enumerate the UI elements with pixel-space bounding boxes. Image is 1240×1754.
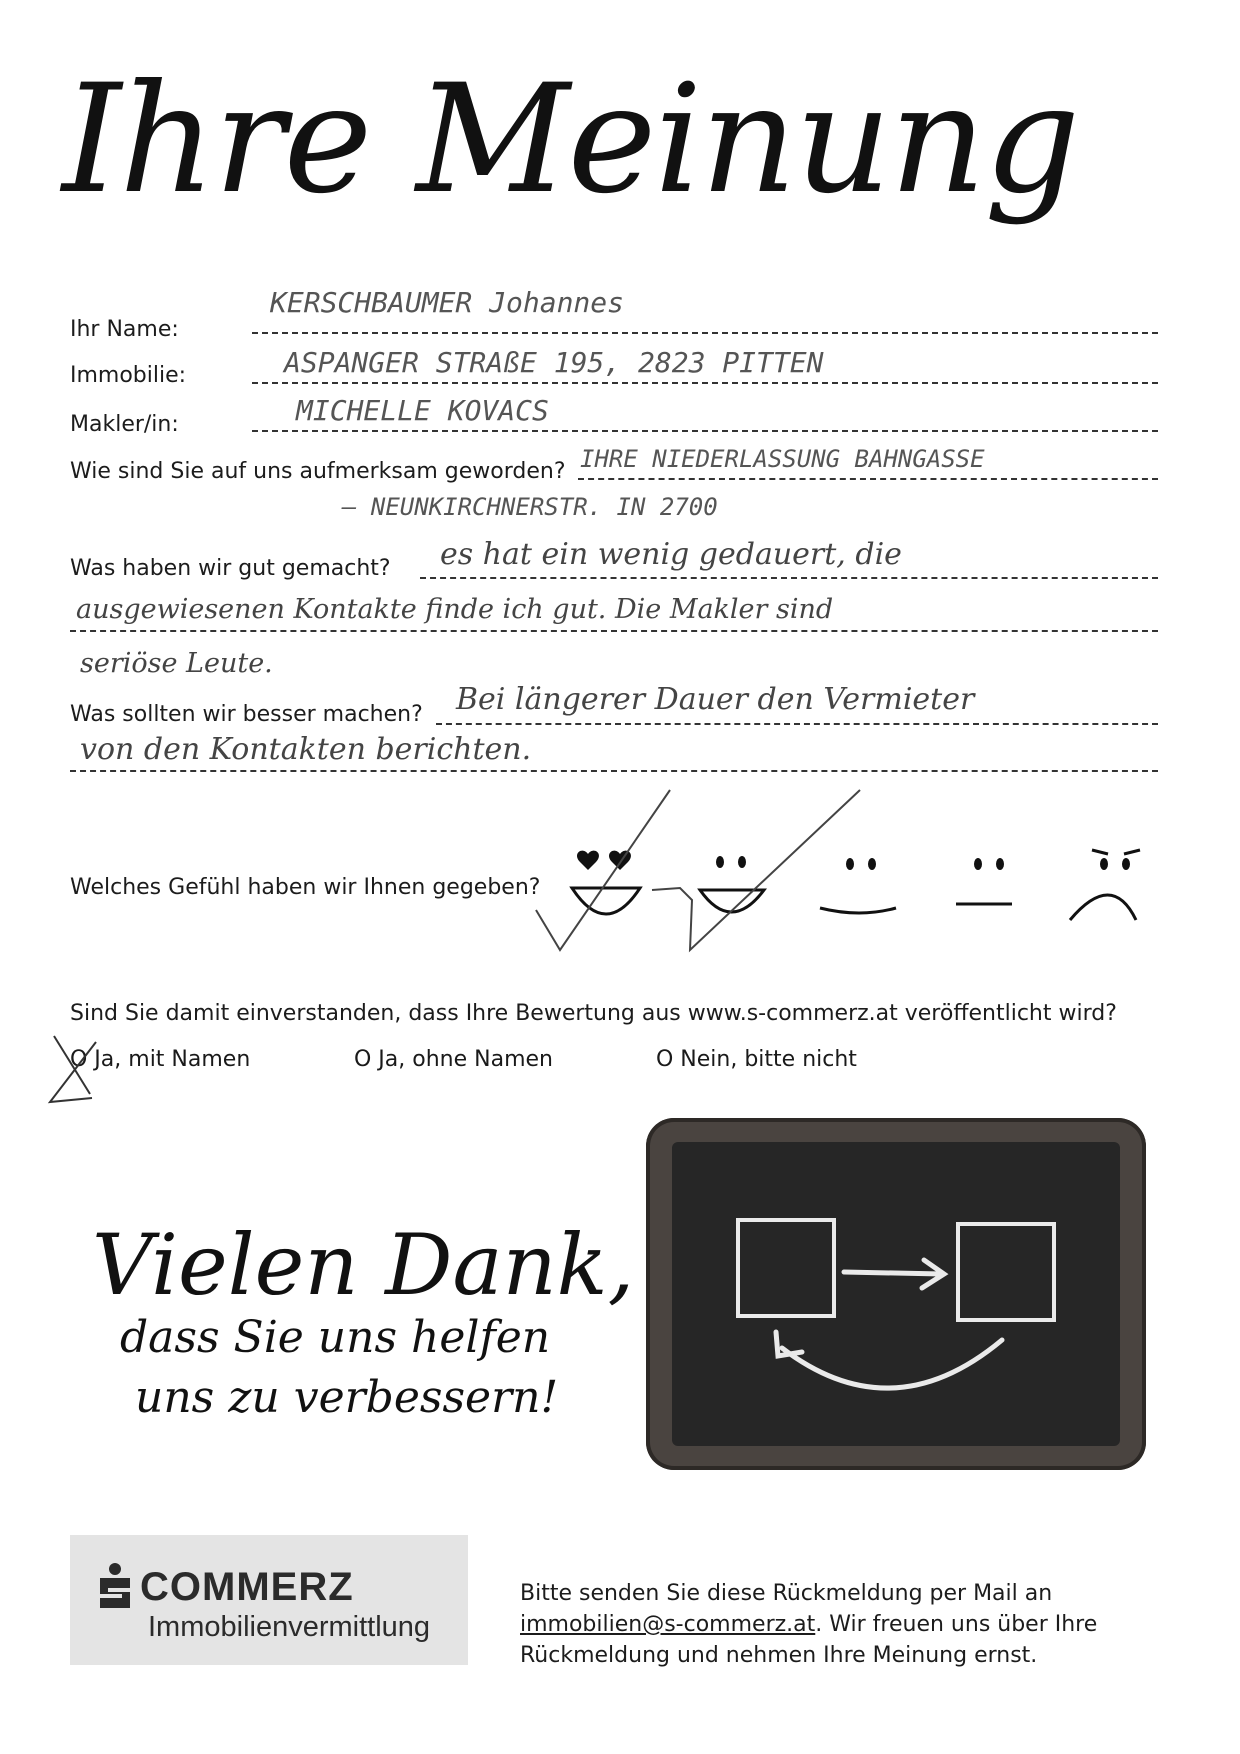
good-value-1[interactable]: es hat ein wenig gedauert, die [440,537,902,572]
consent-option-without-name[interactable]: O Ja, ohne Namen [354,1047,553,1072]
consent-question: Sind Sie damit einverstanden, dass Ihre Bewertung aus www.s-commerz.at veröffentlicht wird? [70,1001,1117,1026]
name-value[interactable]: KERSCHBAUMER Johannes [270,286,625,319]
source-label: Wie sind Sie auf uns aufmerksam geworden? [70,459,566,484]
good-value-2[interactable]: ausgewiesenen Kontakte finde ich gut. Die Makler sind [76,594,834,625]
check-mark-2-icon [652,790,860,950]
neutral-face-icon[interactable] [956,858,1012,904]
better-line-1 [436,723,1158,725]
good-label: Was haben wir gut gemacht? [70,556,391,581]
logo-name: COMMERZ [140,1565,354,1609]
check-mark-1-icon [536,790,670,950]
consent-option-no[interactable]: O Nein, bitte nicht [656,1047,857,1072]
better-value-2[interactable]: von den Kontakten berichten. [80,732,532,767]
good-line-1 [420,577,1158,579]
footer-line-2: . Wir freuen uns über Ihre [815,1612,1098,1637]
email-link[interactable]: immobilien@s-commerz.at [520,1612,816,1637]
logo-subtitle: Immobilienvermittlung [148,1611,431,1643]
thanks-heading: Vielen Dank, [92,1216,635,1314]
agent-value[interactable]: MICHELLE KOVACS [296,394,549,427]
thanks-line-3: uns zu verbessern! [135,1372,559,1423]
consent-cross-icon [46,1028,106,1106]
source-line [578,478,1158,480]
property-label: Immobilie: [70,363,187,388]
sparkasse-logo-icon [98,1562,132,1610]
source-value-1[interactable]: IHRE NIEDERLASSUNG BAHNGASSE [580,445,985,473]
smile-face-icon[interactable] [820,858,896,913]
angry-face-icon[interactable] [1070,850,1140,920]
big-smile-face-icon[interactable] [700,856,764,912]
footer-line-1: Bitte senden Sie diese Rückmeldung per Mail an [520,1581,1053,1606]
good-value-3[interactable]: seriöse Leute. [80,648,273,679]
source-value-2[interactable]: – NEUNKIRCHNERSTR. IN 2700 [342,493,718,521]
better-value-1[interactable]: Bei längerer Dauer den Vermieter [456,682,975,717]
page-title: Ihre Meinung [62,53,1079,227]
agent-label: Makler/in: [70,412,179,437]
name-line [252,332,1158,334]
footer-line-3: Rückmeldung und nehmen Ihre Meinung ernst. [520,1643,1038,1668]
name-label: Ihr Name: [70,317,179,342]
chalkboard-drawing-icon [672,1142,1120,1446]
feeling-label: Welches Gefühl haben wir Ihnen gegeben? [70,875,541,900]
feeling-faces [520,770,1160,960]
footer-text [520,1578,1160,1671]
better-label: Was sollten wir besser machen? [70,702,423,727]
agent-line [252,430,1158,432]
thanks-line-2: dass Sie uns helfen [120,1312,551,1363]
property-value[interactable]: ASPANGER STRAßE 195, 2823 PITTEN [284,346,824,379]
consent-option-with-name[interactable]: O Ja, mit Namen [70,1047,251,1072]
property-line [252,382,1158,384]
good-line-2 [70,630,1158,632]
